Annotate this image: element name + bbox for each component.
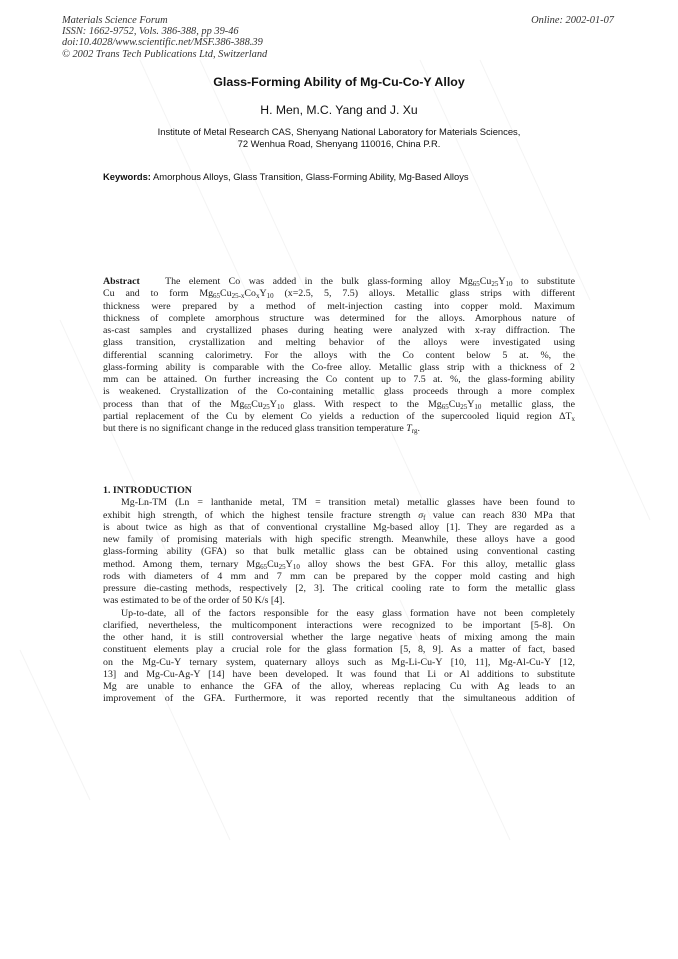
abstract-line: as-cast samples and crystallized phases during heating were analyzed with x-ray diffraction. The [103,325,575,336]
paragraph-line: the other hand, it is still controversial whether the large negative heats of mixing among the main [103,632,575,643]
affiliation-line: Institute of Metal Research CAS, Shenyang National Laboratory for Materials Sciences, [157,126,521,137]
online-date: Online: 2002-01-07 [531,15,614,26]
paragraph-line: method. Among them, ternary $Mg_{65}Cu_{25}Y_{10}$ alloy shows the best GFA. For this alloy, metallic glass [103,558,575,571]
keywords-label: Keywords: [103,171,151,182]
paragraph-line: glass-forming ability (GFA) so that bulk metallic glass can be obtained using conventional casting [103,546,575,558]
paragraph-line: new family of promising materials with high specific strength. Meanwhile, these alloys have a good [103,534,575,545]
paragraph-line: rods with diameters of 4 mm and 7 mm can be prepared by the copper mold casting and high [103,570,575,582]
paragraph-line: Up-to-date, all of the factors responsible for the easy glass formation have not been completely [121,607,575,619]
paragraph-line: clarified, nevertheless, the multicomponent interactions were recognized to be important [5-8]. On [103,619,575,631]
introduction-section [103,485,575,706]
abstract-line: Cu and to form $Mg_{65}Cu_{25-x}Co_xY_{10}$ (x=2.5, 5, 7.5) alloys. Metallic glass strips with different [103,288,575,301]
paragraph-line: is about twice as high as that of conventional crystalline Mg-based alloy [1]. They are regarded as a [103,521,575,533]
abstract-line: thickness of complete amorphous structure was determined for the alloys. Amorphous nature of [103,312,575,324]
abstract-line: glass-forming ability is comparable with the Co-free alloy. Metallic glass strip with a thickness of 2 [103,361,575,373]
abstract-line: mm can be attained. On further increasing the Co content up to 7.5 at. %, the glass-forming ability [103,374,575,385]
paper-authors: H. Men, M.C. Yang and J. Xu [260,103,418,117]
abstract-line: thickness were prepared by a method of melt-injection casting into copper mold. Maximum [103,300,575,312]
paper-title: Glass-Forming Ability of Mg-Cu-Co-Y Alloy [213,75,465,89]
abstract-line: Abstract The element Co was added in the bulk glass-forming alloy $Mg_{65}Cu_{25}Y_{10}$ to substitute [103,276,575,288]
section-heading: 1. INTRODUCTION [103,485,192,496]
abstract-line: glass transition, crystallization and melting behavior of the alloys were investigated using [103,337,575,349]
journal-header [62,15,267,60]
journal-name: Materials Science Forum [62,15,168,26]
abstract-line: but there is no significant change in the reduced glass transition temperature $T_{rg}$. [103,423,420,435]
paragraph-line: was estimated to be of the order of 50 K/s [4]. [103,595,285,607]
abstract-line: process than that of the $Mg_{65}Cu_{25}Y_{10}$ glass. With respect to the $Mg_{65}Cu_{25}Y_{10}$ metallic glass, the [103,398,575,411]
doi-line[interactable]: doi:10.4028/www.scientific.net/MSF.386-388.39 [62,37,263,49]
paragraph-line: 13] and Mg-Cu-Ag-Y [14] have been developed. It was found that Li or Al additions to substitute [103,668,575,680]
keywords-text: Amorphous Alloys, Glass Transition, Glass-Forming Ability, Mg-Based Alloys [150,171,469,182]
paragraph-line: improvement of the GFA. Furthermore, it was reported recently that the simultaneous addition of [103,693,575,705]
paragraph-line: Mg-Ln-TM (Ln = lanthanide metal, TM = transition metal) metallic glasses have been found to [121,497,575,509]
abstract-line: differential scanning calorimetry. For the alloys with the Co content below 5 at. %, the [103,349,575,361]
paragraph-line: Mg are unable to enhance the GFA of the alloy, whereas replacing Cu with Ag leads to an [103,681,575,692]
affiliation [0,126,678,150]
abstract-label: Abstract [103,276,140,287]
issn-line: ISSN: 1662-9752, Vols. 386-388, pp 39-46 [62,26,239,38]
copyright-line: © 2002 Trans Tech Publications Ltd, Switzerland [62,48,268,60]
paragraph-line: pressure die-casting methods, respectively [2, 3]. The critical cooling rate to form the metallic glass [103,583,575,594]
abstract-line: partial replacement of the Cu by element Co yields a reduction of the supercooled liquid region $\Delta T_x$ [103,410,575,423]
abstract-section [103,276,575,435]
paragraph-line: exhibit high strength, of which the highest tensile fracture strength $\sigma_f$ value can reach 830 MPa that [103,509,575,522]
affiliation-line: 72 Wenhua Road, Shenyang 110016, China P.R. [237,138,441,150]
paragraph-line: on the Mg-Cu-Y ternary system, quaternary alloys such as Mg-Li-Cu-Y [10, 11], Mg-Al-Cu-Y [12, [103,656,575,668]
abstract-line: is weakened. Crystallization of the Co-containing metallic glass proceeds through a more complex [103,386,575,398]
keywords [103,171,469,182]
paragraph-line: constituent elements play a crucial role for the glass formation [5, 8, 9]. As a matter of fact, based [103,644,575,656]
